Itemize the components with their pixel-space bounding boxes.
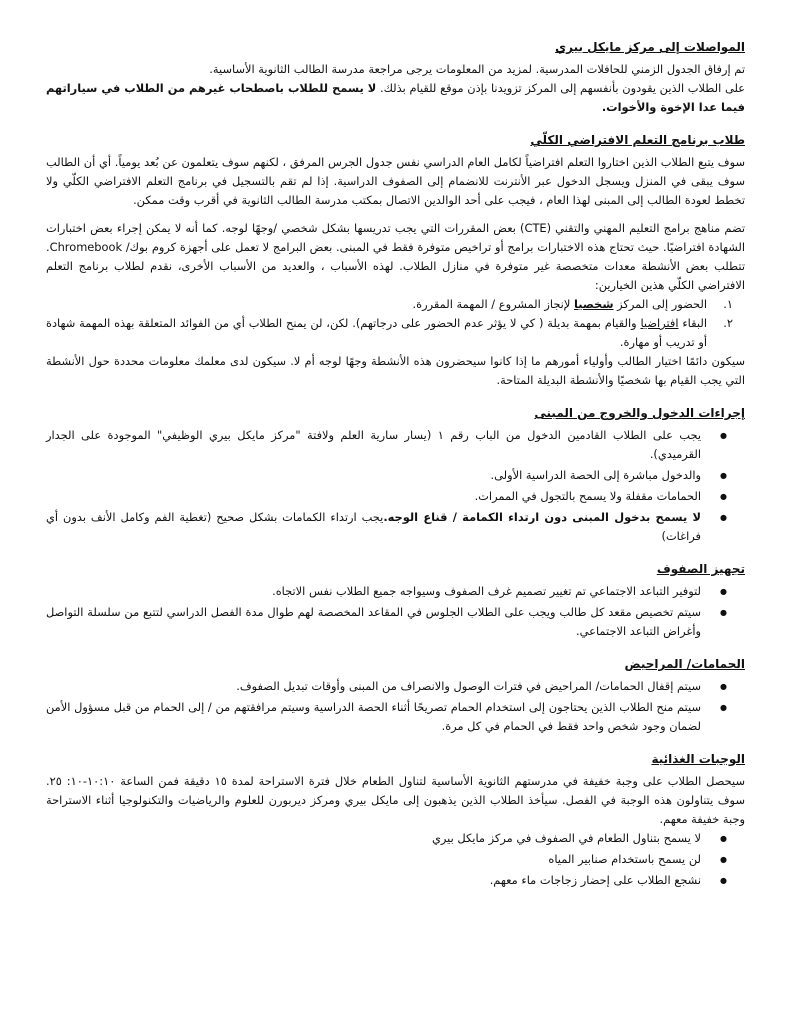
virtual-heading: طلاب برنامج التعلم الافتراضي الكلّي (530, 133, 745, 147)
meals-list (46, 829, 745, 890)
restrooms-list (46, 677, 745, 736)
transport-p2-text: على الطلاب الذين يقودون بأنفسهم إلى المركز تزويدنا بإذن موقع للقيام بذلك. (376, 81, 746, 95)
list-item: ● سيتم منح الطلاب الذين يحتاجون إلى استخدام الحمام تصريحًا أثناء الحصة الدراسية وسيتم مرافقتهم من / إلى الحمام من قبل مسؤول الأمن لضمان وجود شخص واحد فقط في الحمام في كل مرة. (46, 698, 701, 736)
option-emphasis: شخصيا (573, 297, 614, 311)
transport-paragraph-2 (46, 79, 745, 117)
list-item: ● نشجع الطلاب على إحضار زجاجات ماء معهم. (46, 871, 701, 890)
option-text: لإنجاز المشروع / المهمة المقررة. (412, 297, 574, 311)
restrooms-heading: الحمامات/ المراحيض (624, 657, 745, 671)
list-item: ● سيتم إقفال الحمامات/ المراحيض في فترات الوصول والانصراف من المبنى وأوقات تبديل الصفوف. (46, 677, 701, 696)
meals-section (46, 750, 745, 890)
option-text: الحضور إلى المركز (613, 297, 707, 311)
list-item: ● والدخول مباشرة إلى الحصة الدراسية الأولى. (46, 466, 701, 485)
meals-paragraph: سيحصل الطلاب على وجبة خفيفة في مدرستهم الثانوية الأساسية لتناول الطعام خلال فترة الاستراحة لمدة ١٥ دقيقة فمن الساعة ١٠:١٠-١٠: ٢٥. سوف يتناولون هذه الوجبة في الفصل. سيأخذ الطلاب الذين يذهبون إلى مايكل بيري ومركز ديربورن للعلوم والرياضيات والتكنولوجيا أثناء الاستراحة وجبة خفيفة معهم. (46, 774, 745, 826)
list-item: ● سيتم تخصيص مقعد كل طالب ويجب على الطلاب الجلوس في المقاعد المخصصة لهم طوال مدة الفصل الدراسي لتتبع من سلسلة التواصل وأغراض التباعد الاجتماعي. (46, 603, 701, 641)
list-item: ● لا يسمح بتناول الطعام في الصفوف في مركز مايكل بيري (46, 829, 701, 848)
entry-section (46, 404, 745, 546)
list-item: ● لتوفير التباعد الاجتماعي تم تغيير تصميم غرف الصفوف وسيواجه جميع الطلاب نفس الاتجاه. (46, 582, 701, 601)
option-number: ١. (723, 297, 733, 311)
virtual-paragraph-3: سيكون دائمًا اختيار الطالب وأولياء أمورهم ما إذا كانوا سيحضرون هذه الأنشطة وجهًا لوجه أم لا. سيكون لدى معلمك معلومات محددة حول الأنشطة التي يجب القيام بها شخصيًا والأنشطة البديلة المتاحة. (46, 354, 745, 387)
virtual-section (46, 131, 745, 390)
classes-heading: تجهيز الصفوف (656, 562, 745, 576)
entry-heading: إجراءات الدخول والخروج من المبنى (534, 406, 745, 420)
option-number: ٢. (723, 316, 733, 330)
list-item (46, 508, 701, 546)
list-item: ● لن يسمح باستخدام صنابير المياه (46, 850, 701, 869)
virtual-paragraph-1: سوف يتبع الطلاب الذين اختاروا التعلم افتراضياً لكامل العام الدراسي نفس جدول الجرس المرفق ، لكنهم سوف يتعلمون عن بُعد يومياً. أي أن الطالب سوف يبقى في المنزل ويسجل الدخول عبر الأنترنت للانضمام إلى الصفوف الدراسية. إذا لم تقم بالتسجيل في برنامج التعلم الافتراضي الكلّي ولا تخطط لعودة الطالب إلى المبنى لهذا العام ، فيجب على أحد الوالدين الاتصال بمكتب مدرسة الطالب الثانوية في أقرب وقت ممكن. (46, 155, 745, 207)
option-emphasis: افتراضيا (640, 316, 679, 330)
option-item (46, 314, 733, 352)
option-text: والقيام بمهمة بديلة ( كي لا يؤثر عدم الحضور على درجاتهم). لكن، لن يمنح الطلاب أي من الفوائد المتعلقة بهذه المهمة شهادة أو تدريب أو مهارة. (46, 316, 707, 349)
restrooms-section (46, 655, 745, 736)
transport-heading: المواصلات إلى مركز مايكل بيري (555, 40, 745, 54)
virtual-options-list (46, 295, 745, 352)
meals-heading: الوجبات الغذائية (651, 752, 745, 766)
classes-section (46, 560, 745, 641)
transport-p2-bold: لا يسمح للطلاب باصطحاب غيرهم من الطلاب في سياراتهم فيما عدا الإخوة والأخوات. (46, 81, 745, 114)
transport-section (46, 38, 745, 117)
transport-paragraph-1: تم إرفاق الجدول الزمني للحافلات المدرسية. لمزيد من المعلومات يرجى مراجعة مدرسة الطالب الثانوية الأساسية. (209, 62, 745, 76)
entry-list (46, 426, 745, 546)
mask-rule-text: يجب ارتداء الكمامات بشكل صحيح (تغطية الفم وكامل الأنف بدون أي فراغات) (46, 510, 701, 543)
list-item: ● يجب على الطلاب القادمين الدخول من الباب رقم ١ (يسار سارية العلم ولافتة "مركز مايكل بيري الوظيفي" الموجودة على الجدار القرميدي). (46, 426, 701, 464)
option-item (46, 295, 733, 314)
option-text: البقاء (678, 316, 707, 330)
list-item: ● الحمامات مقفلة ولا يسمح بالتجول في الممرات. (46, 487, 701, 506)
classes-list (46, 582, 745, 641)
virtual-paragraph-2: تضم مناهج برامج التعليم المهني والتقني (CTE) بعض المقررات التي يجب تدريسها بشكل شخصي /وجهًا لوجه. كما أنه لا يمكن إجراء بعض اختبارات الشهادة افتراضيًا. حيث تحتاج هذه الاختبارات برامج أو تراخيص متوفرة فقط في المبنى. بعض البرامج لا تعمل على أجهزة كروم بوك/ Chromebook. تتطلب بعض الأنشطة معدات متخصصة غير متوفرة في منازل الطلاب. لهذه الأسباب ، والعديد من الأسباب الأخرى، نقدم لطلاب برنامج التعلم الافتراضي الكلّي هذين الخيارين: (46, 221, 746, 292)
mask-rule-bold: لا يسمح بدخول المبنى دون ارتداء الكمامة / قناع الوجه. (383, 510, 702, 524)
